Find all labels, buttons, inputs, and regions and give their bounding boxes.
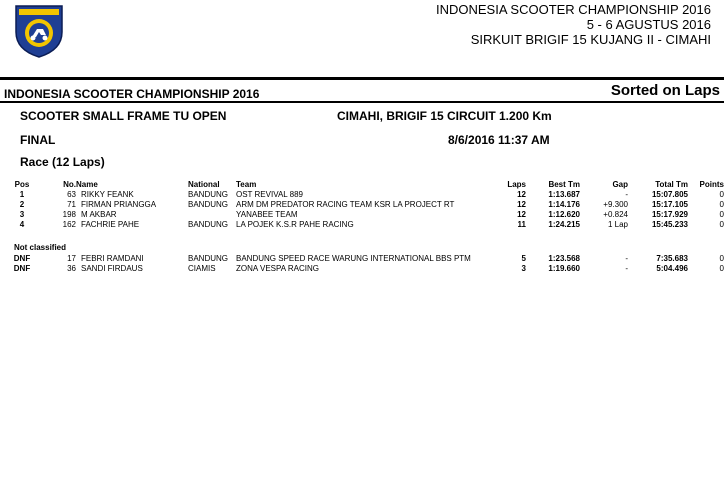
race-laps: Race (12 Laps) [20, 155, 105, 169]
national: BANDUNG [188, 220, 229, 229]
laps: 3 [521, 264, 526, 273]
rider-name: FEBRI RAMDANI [81, 254, 144, 263]
gap: - [625, 254, 628, 263]
col-national: National [188, 180, 220, 189]
total-time: 7:35.683 [656, 254, 688, 263]
points: 0 [719, 254, 724, 263]
best-time: 1:19.660 [548, 264, 580, 273]
bib-no: 36 [67, 264, 76, 273]
gap: +0.824 [603, 210, 628, 219]
event-header [436, 2, 711, 47]
class-name: SCOOTER SMALL FRAME TU OPEN [20, 109, 227, 123]
national: CIAMIS [188, 264, 216, 273]
best-time: 1:14.176 [548, 200, 580, 209]
col-best: Best Tm [548, 180, 580, 189]
team: YANABEE TEAM [236, 210, 298, 219]
national: BANDUNG [188, 200, 229, 209]
dnf-row [0, 264, 724, 274]
laps: 12 [517, 200, 526, 209]
circuit-name: CIMAHI, BRIGIF 15 CIRCUIT 1.200 Km [337, 109, 552, 123]
pos: 1 [19, 190, 25, 199]
header-rule-bottom [0, 101, 724, 103]
result-row [0, 220, 724, 230]
bib-no: 63 [67, 190, 76, 199]
results-table [0, 180, 724, 230]
gap: - [625, 264, 628, 273]
gap: 1 Lap [607, 220, 628, 229]
total-time: 15:45.233 [651, 220, 688, 229]
result-row [0, 210, 724, 220]
championship-title: INDONESIA SCOOTER CHAMPIONSHIP 2016 [4, 87, 260, 101]
pos: 2 [19, 200, 25, 209]
bib-no: 17 [67, 254, 76, 263]
col-name: Name [76, 180, 98, 189]
team: ZONA VESPA RACING [236, 264, 319, 273]
national: BANDUNG [188, 254, 229, 263]
rider-name: M AKBAR [81, 210, 117, 219]
team: LA POJEK K.S.R PAHE RACING [236, 220, 354, 229]
event-dates: 5 - 6 AGUSTUS 2016 [586, 17, 711, 32]
col-points: Points [699, 180, 724, 189]
total-time: 15:17.929 [651, 210, 688, 219]
col-laps: Laps [507, 180, 526, 189]
pos: DNF [13, 264, 31, 273]
best-time: 1:24.215 [548, 220, 580, 229]
best-time: 1:13.687 [548, 190, 580, 199]
dnf-row [0, 254, 724, 264]
best-time: 1:23.568 [548, 254, 580, 263]
organizer-logo [10, 2, 68, 58]
national [188, 210, 236, 220]
total-time: 15:17.105 [651, 200, 688, 209]
gap: - [625, 190, 628, 199]
team: ARM DM PREDATOR RACING TEAM KSR LA PROJECT RT [236, 200, 455, 209]
col-total: Total Tm [655, 180, 688, 189]
bib-no: 198 [62, 210, 76, 219]
col-team: Team [236, 180, 257, 189]
col-pos: Pos [14, 180, 30, 189]
bib-no: 71 [67, 200, 76, 209]
laps: 12 [517, 190, 526, 199]
bib-no: 162 [62, 220, 76, 229]
total-time: 15:07.805 [651, 190, 688, 199]
team: OST REVIVAL 889 [236, 190, 303, 199]
col-no: No. [63, 180, 76, 189]
pos: 3 [19, 210, 25, 219]
laps: 12 [517, 210, 526, 219]
gap: +9.300 [603, 200, 628, 209]
not-classified-heading: Not classified [14, 243, 67, 252]
title-bar [0, 82, 724, 102]
header-rule-top [0, 77, 724, 80]
result-row [0, 200, 724, 210]
team: BANDUNG SPEED RACE WARUNG INTERNATIONAL BBS PTM [236, 254, 471, 263]
laps: 5 [521, 254, 526, 263]
best-time: 1:12.620 [548, 210, 580, 219]
sort-label: Sorted on Laps [610, 82, 720, 99]
rider-name: SANDI FIRDAUS [81, 264, 143, 273]
col-gap: Gap [612, 180, 628, 189]
event-name: INDONESIA SCOOTER CHAMPIONSHIP 2016 [436, 2, 711, 17]
rider-name: FACHRIE PAHE [81, 220, 140, 229]
points: 0 [719, 200, 724, 209]
pos: DNF [13, 254, 31, 263]
session-datetime: 8/6/2016 11:37 AM [448, 133, 550, 147]
stage-name: FINAL [20, 133, 56, 147]
points: 0 [719, 190, 724, 199]
result-row [0, 190, 724, 200]
pos: 4 [19, 220, 25, 229]
total-time: 5:04.496 [656, 264, 688, 273]
rider-name: FIRMAN PRIANGGA [81, 200, 157, 209]
laps: 11 [517, 220, 526, 229]
points: 0 [719, 264, 724, 273]
points: 0 [719, 210, 724, 219]
results-header-row [0, 180, 724, 190]
rider-name: RIKKY FEANK [81, 190, 134, 199]
points: 0 [719, 220, 724, 229]
event-venue: SIRKUIT BRIGIF 15 KUJANG II - CIMAHI [470, 32, 711, 47]
not-classified-table [0, 254, 724, 274]
national: BANDUNG [188, 190, 229, 199]
